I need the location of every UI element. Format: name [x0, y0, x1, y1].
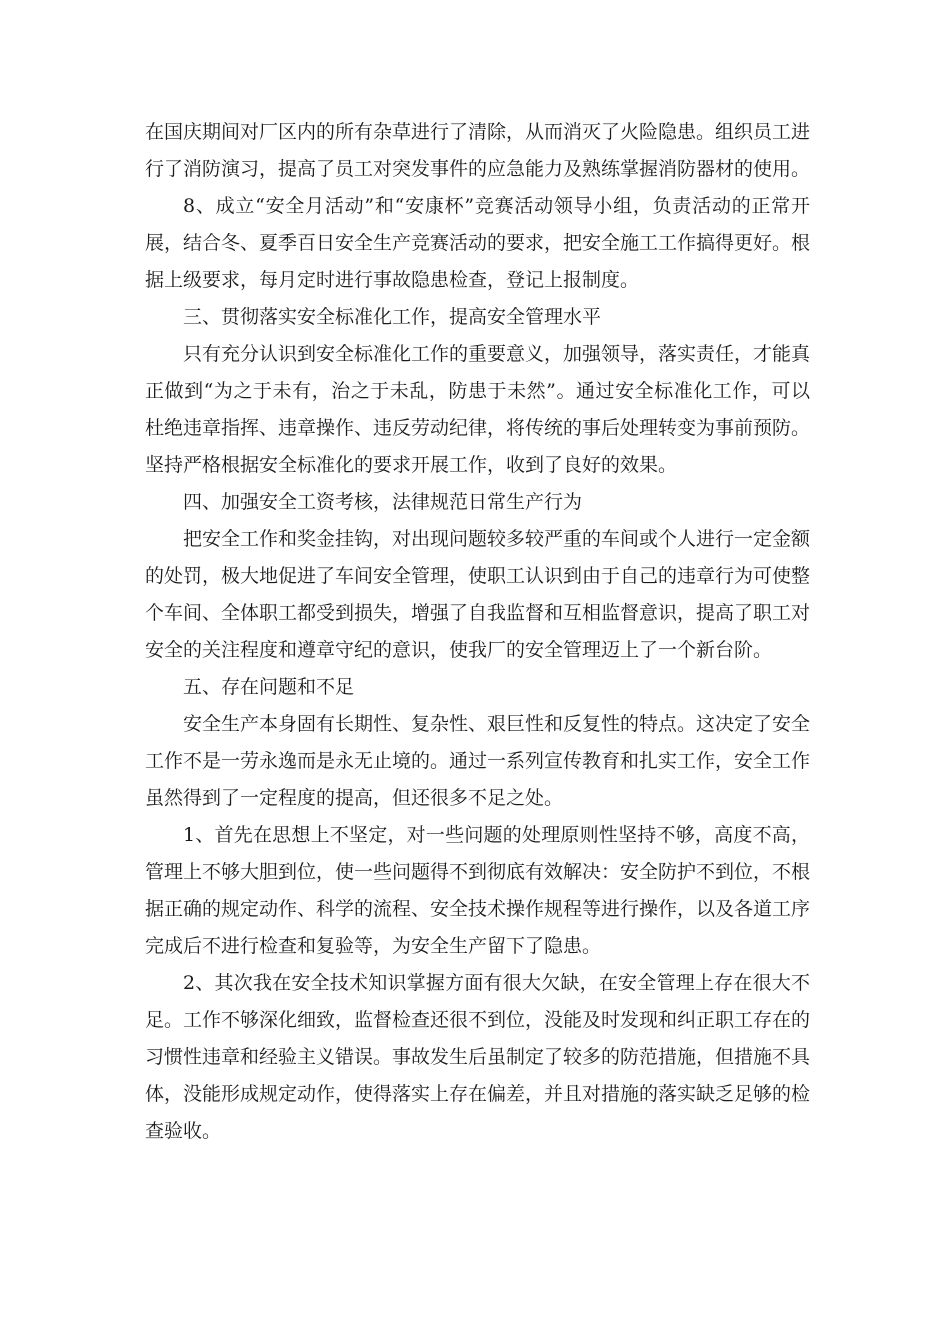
paragraph-wage-assessment: 把安全工作和奖金挂钩，对出现问题较多较严重的车间或个人进行一定金额的处罚，极大地促进了车间安全管理，使职工认识到由于自己的违章行为可使整个车间、全体职工都受到损失，增强了自我监督和互相监督意识，提高了职工对安全的关注程度和遵章守纪的意识，使我厂的安全管理迈上了一个新台阶。 — [145, 528, 811, 661]
paragraph-problem-2: 2、其次我在安全技术知识掌握方面有很大欠缺，在安全管理上存在很大不足。工作不够深化细致，监督检查还很不到位，没能及时发现和纠正职工存在的习惯性违章和经验主义错误。事故发生后虽制定了较多的防范措施，但措施不具体，没能形成规定动作，使得落实上存在偏差，并且对措施的落实缺乏足够的检查验收。 — [145, 972, 811, 1142]
paragraph-problem-1: 1、首先在思想上不坚定，对一些问题的处理原则性坚持不够，高度不高，管理上不够大胆到位，使一些问题得不到彻底有效解决：安全防护不到位，不根据正确的规定动作、科学的流程、安全技术操作规程等进行操作，以及各道工序完成后不进行检查和复验等，为安全生产留下了隐患。 — [145, 824, 811, 957]
section-heading-4: 四、加强安全工资考核，法律规范日常生产行为 — [183, 491, 583, 513]
document-page — [145, 114, 810, 1150]
paragraph-problems-intro: 安全生产本身固有长期性、复杂性、艰巨性和反复性的特点。这决定了安全工作不是一劳永逸而是永无止境的。通过一系列宣传教育和扎实工作，安全工作虽然得到了一定程度的提高，但还很多不足之处。 — [145, 713, 811, 809]
section-heading-5: 五、存在问题和不足 — [183, 676, 355, 698]
paragraph-fire-safety-continuation: 在国庆期间对厂区内的所有杂草进行了清除，从而消灭了火险隐患。组织员工进行了消防演习，提高了员工对突发事件的应急能力及熟练掌握消防器材的使用。 — [145, 121, 811, 180]
paragraph-standardization: 只有充分认识到安全标准化工作的重要意义，加强领导，落实责任，才能真正做到“为之于未有，治之于未乱，防患于未然”。通过安全标准化工作，可以杜绝违章指挥、违章操作、违反劳动纪律，将传统的事后处理转变为事前预防。坚持严格根据安全标准化的要求开展工作，收到了良好的效果。 — [145, 343, 811, 476]
section-heading-3: 三、贯彻落实安全标准化工作，提高安全管理水平 — [183, 306, 602, 328]
paragraph-item-8: 8、成立“安全月活动”和“安康杯”竞赛活动领导小组，负责活动的正常开展，结合冬、夏季百日安全生产竞赛活动的要求，把安全施工工作搞得更好。根据上级要求，每月定时进行事故隐患检查，登记上报制度。 — [145, 195, 811, 291]
